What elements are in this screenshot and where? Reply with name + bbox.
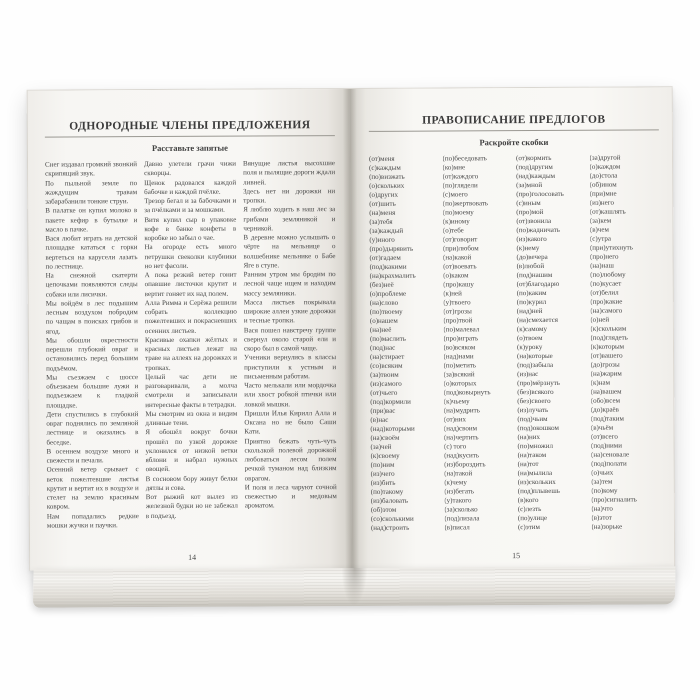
word-item: (из)него: [589, 198, 614, 207]
word-item: (по)глядели: [442, 181, 478, 190]
sentence: Мы войдём в лес подышим лесным воздухом побродим по чащам в поисках грибов и ягод.: [45, 298, 138, 336]
word-item: (над)каждым: [516, 171, 556, 181]
word-item: (обо)всем: [590, 396, 621, 405]
word-item: (с)моего: [442, 190, 468, 199]
right-page-title: ПРАВОПИСАНИЕ ПРЕДЛОГОВ: [422, 113, 606, 127]
word-item: (про)кашу: [443, 280, 474, 289]
word-item: (на)мылила: [517, 468, 553, 478]
word-item: (из)чего: [370, 469, 395, 478]
right-page: [350, 87, 676, 569]
word-item: (по)маслить: [369, 334, 406, 343]
word-item: (к)иному: [442, 217, 470, 226]
word-item: (по)кому: [591, 486, 618, 495]
sentence: В сосновом бору живут белки дятлы и сова.: [145, 474, 238, 492]
word-item: (по)улице: [517, 513, 548, 523]
word-item: (о)других: [369, 190, 398, 199]
word-item: (под)лизала: [444, 514, 480, 523]
word-item: (на)чертить: [443, 433, 479, 442]
word-item: (на)которые: [517, 351, 553, 361]
word-item: (при)вас: [370, 406, 396, 415]
word-item: (от)благодарю: [516, 279, 560, 289]
word-item: (к)чьему: [443, 397, 470, 406]
word-item: (о)ней: [590, 315, 610, 324]
word-item: (под)полати: [591, 459, 627, 468]
sentence: Снег издавал громкий звонкий скрипящий звук.: [45, 160, 138, 178]
word-item: (на)сеновале: [591, 450, 630, 459]
right-page-number: 15: [512, 551, 521, 561]
word-item: (по)визжать: [369, 172, 405, 181]
word-item: (по)курил: [516, 297, 547, 307]
sentence: В деревне можно услышать о чёрте на мельнице о волшебнике мельнике о Бабе Яге в ступе.: [243, 233, 336, 270]
right-columns: [369, 153, 661, 550]
sentence: Вянущие листья высохшие поля и пылящие дороги ждали ливней.: [243, 159, 336, 187]
word-item: (под)кормили: [370, 397, 411, 406]
word-item: (по)такому: [370, 487, 404, 496]
sentence: Трезор бегал и за бабочками и за пчёлками и за мошками.: [144, 196, 237, 215]
word-item: (по)моему: [442, 208, 474, 217]
word-item: (на)стирает: [370, 352, 405, 361]
word-item: (без)всякого: [517, 387, 554, 397]
sentence: Вот рыжий кот вылез из железной будки но не забежал в подъезд.: [145, 492, 238, 520]
word-item: (от)говорит: [442, 235, 478, 244]
sentence: И поля и леса чаруют сочной свежестью и медовым ароматом.: [244, 482, 337, 510]
word-item: (по)малевал: [443, 325, 480, 334]
word-item: (до)краёв: [590, 405, 619, 414]
word-item: (на)жарим: [590, 369, 622, 378]
word-item: (над)которыми: [370, 424, 415, 433]
right-title-rule: [369, 129, 659, 132]
sentence: Приятно бежать чуть-чуть скользкой полевой дорожкой любоваться лесом полем речкой туманом над близким оврагом.: [244, 436, 337, 483]
word-item: (у)иного: [369, 235, 395, 244]
word-item: (к)самому: [516, 324, 548, 334]
word-item: (на)вашем: [590, 387, 622, 396]
word-item: (над)ней: [516, 306, 543, 316]
word-item: (за)всякий: [443, 370, 475, 379]
sentence: Дети спустились в глубокий овраг поднялись по земляной лестнице и оказались в беседке.: [46, 409, 139, 447]
word-item: (с)иным: [516, 199, 541, 208]
word-item: (во)всяком: [443, 343, 476, 352]
word-item: (за)другой: [589, 153, 621, 162]
word-item: (на)такой: [444, 469, 473, 478]
word-item: (от)кормить: [515, 153, 552, 163]
word-item: (по)жадничать: [516, 225, 561, 235]
word-item: (к)чему: [444, 478, 467, 487]
word-item: (за)тем: [591, 477, 613, 486]
word-item: (до)вечера: [516, 252, 548, 262]
word-item: (на)тот: [517, 460, 539, 469]
word-item: (в)писал: [444, 523, 470, 532]
word-item: (о)каком: [443, 271, 469, 280]
left-page-number: 14: [188, 552, 197, 562]
word-item: (под)другим: [516, 162, 553, 172]
word-item: (на)слово: [369, 298, 399, 307]
sentence: В осеннем воздухе много и свежести и печали.: [46, 446, 139, 465]
word-item: (от)гадаем: [369, 253, 401, 262]
word-item: (об)этом: [370, 505, 397, 514]
sentence: Вася пошел навстречу группе свернул около старой ели и скоро был в самой чаще.: [243, 325, 336, 353]
word-item: (без)неё: [369, 280, 394, 289]
word-item: (к)своему: [370, 451, 400, 460]
word-item: (при)утихнуть: [589, 243, 633, 252]
open-book: [27, 86, 676, 613]
word-item: (к)ней: [443, 289, 462, 298]
word-item: (по)множил: [517, 441, 554, 451]
left-column-2: [144, 160, 238, 551]
left-page-content: [28, 89, 353, 571]
right-column-1: [369, 155, 441, 550]
word-item: (по)твоему: [369, 307, 403, 316]
word-item: (до)стола: [589, 171, 618, 180]
page-stack-edge: [33, 566, 676, 607]
word-item: (про)мёрзнуть: [517, 378, 560, 388]
word-item: (с)каждым: [369, 163, 401, 172]
right-column-3: [516, 154, 588, 549]
sentence: Вася любит играть на детской площадке кататься с горки вертеться на карусели лазать по лестнице.: [45, 234, 138, 271]
right-column-4: [589, 153, 661, 548]
word-item: (на)них: [517, 433, 540, 442]
left-column-3: [243, 159, 337, 550]
word-item: (на)неё: [369, 325, 392, 334]
sentence: Красивые охапки жёлтых и красных листьев лежат на траве на аллеях на дорожках и тропках.: [144, 335, 238, 372]
word-item: (в)кого: [517, 496, 539, 505]
word-item: (об)ином: [589, 180, 617, 189]
word-item: (ко)мне: [442, 163, 466, 172]
sentence: Пришли Илья Кирилл Алла и Оксана но не было Саши Кати.: [244, 408, 337, 436]
left-title-rule: [45, 135, 335, 138]
word-item: (над)нами: [443, 352, 474, 361]
word-item: (из)бегать: [444, 487, 475, 496]
sentence: Мы обошли окрестности перешли глубокий овраг и остановились перед большим подъёмом.: [45, 335, 139, 373]
word-item: (по)жертвовать: [442, 199, 489, 208]
right-column-2: [442, 154, 514, 549]
word-item: (из)нас: [517, 370, 539, 379]
word-item: (о)тебе: [442, 226, 464, 235]
word-item: (про)какие: [590, 297, 623, 306]
sentence: Масса листьев покрывала широкие аллеи узкие дорожки и тесные тропки.: [243, 297, 336, 325]
book-spread: [27, 86, 676, 570]
word-item: (о)проблеме: [369, 289, 407, 298]
left-page-subtitle: Расставьте запятые: [151, 142, 228, 154]
word-item: (к)нему: [516, 244, 540, 253]
word-item: (на)меня: [369, 208, 396, 217]
sentence: Ученики вернулись в классы приступили к устным и письменным работам.: [244, 353, 337, 381]
sentence: На снежной скатерти цепочками появляются следы собаки или лисички.: [45, 271, 138, 299]
sentence: Давно улетели грачи чижи скворцы.: [144, 159, 237, 178]
sentence: Мы съезжаем с шоссе объезжаем большие лужи и подъезжаем к гладкой площадке.: [46, 372, 139, 410]
word-item: (про)сигналить: [591, 495, 637, 504]
word-item: (к)нам: [590, 378, 611, 387]
word-item: (про)мой: [516, 207, 544, 217]
word-item: (за)чей: [370, 442, 392, 451]
word-item: (на)зорьке: [591, 522, 623, 531]
word-item: (из)скольких: [517, 477, 556, 487]
word-item: (о)чьих: [591, 468, 614, 477]
word-item: (в)нас: [370, 415, 389, 424]
word-item: (на)своём: [370, 433, 400, 442]
word-item: (за)тебя: [369, 217, 393, 226]
word-item: (у)твоего: [443, 298, 471, 307]
sentence: Я обошёл вокруг бочки прошёл по узкой дорожке уклонился от низкой ветки яблони и набрал нужных овощей.: [145, 427, 238, 474]
sentence: Нам попадались редкие мошки жучки и паучки.: [46, 511, 139, 530]
word-item: (под)ними: [590, 441, 622, 450]
left-columns: [45, 159, 337, 552]
word-item: (в)этот: [591, 513, 612, 522]
word-item: (за)кем: [589, 216, 612, 225]
word-item: (от)вашего: [590, 351, 623, 360]
sentence: Ранним утром мы бродим по лесной чаще ищем и находим массу земляники.: [243, 270, 336, 298]
word-item: (под)глядеть: [590, 333, 628, 342]
word-item: (из)бороздить: [444, 460, 486, 469]
word-item: (у)такого: [444, 496, 472, 505]
word-item: (под)окошком: [517, 423, 559, 433]
word-item: (от)белил: [590, 288, 619, 297]
word-item: (над)строить: [370, 523, 410, 532]
sentence: В палатке он купил молоко в пакете кефир в бутылке и масло в пачке.: [45, 206, 138, 234]
word-item: (на)какой: [442, 253, 472, 262]
word-item: (по)ним: [370, 460, 395, 469]
word-item: (над)своим: [443, 424, 478, 433]
word-item: (с)этим: [517, 523, 540, 532]
sentence: Осенний ветер срывает с веток пожелтевшие листья крутит и вертит их в воздухе и стелет на землю красивым ковром.: [46, 465, 139, 511]
word-item: (без)своего: [517, 396, 551, 406]
word-item: (при)мне: [589, 189, 617, 198]
sentence: Часто мелькали или мордочка или хвост робкой птички или ловкой мышки.: [244, 381, 337, 409]
word-item: (по)метить: [443, 361, 477, 370]
word-item: (на)мудрить: [443, 406, 480, 415]
word-item: (с)утра: [589, 234, 611, 243]
word-item: (от)меня: [368, 154, 395, 163]
word-item: (из)баловать: [370, 496, 409, 505]
sentence: По пыльной земле по жаждущим травам забарабанили тонкие струи.: [45, 178, 138, 206]
word-item: (под)ковырнуть: [443, 388, 491, 397]
word-item: (на)смехается: [516, 315, 559, 325]
word-item: (за)твоим: [370, 370, 399, 379]
left-page: [27, 89, 353, 571]
word-item: (над)кусить: [444, 451, 480, 460]
word-item: (от)каждого: [442, 172, 479, 181]
word-item: (под)забыла: [517, 360, 554, 370]
word-item: (за)сколько: [444, 505, 478, 514]
sentence: Щенок радовался каждой бабочке и каждой пчёлке.: [144, 178, 237, 196]
sentence: Здесь нет ни дорожки ни тропки.: [243, 186, 336, 205]
word-item: (при)любом: [442, 244, 479, 253]
sentence: А пока резкий ветер гонит опавшие листочки крутит и вертит гоняет их над полем.: [144, 270, 237, 298]
word-item: (от)грозы: [443, 307, 472, 316]
word-item: (по)каким: [516, 288, 547, 298]
word-item: (из)лучать: [517, 405, 549, 415]
sentence: Витя купил сыр в упаковке кофе в банке конфеты в коробке но забыл о чае.: [144, 215, 237, 243]
word-item: (на)что: [591, 504, 613, 513]
word-item: (на)крахмалить: [369, 271, 416, 280]
word-item: (из)самого: [370, 379, 402, 388]
word-item: (про)играть: [443, 334, 479, 343]
word-item: (от)шить: [369, 199, 396, 208]
word-item: (про)него: [589, 252, 619, 261]
word-item: (от)чьего: [370, 388, 398, 397]
word-item: (к)уроку: [516, 342, 543, 352]
word-item: (на)наш: [590, 261, 614, 270]
word-item: (по)кусает: [590, 279, 622, 288]
right-page-subtitle: Раскройте скобки: [479, 136, 549, 148]
sentence: Мы смотрим из окна и видим длинные тени.: [145, 409, 238, 428]
word-item: (о)скольких: [369, 181, 405, 190]
word-item: (в)любой: [516, 261, 545, 271]
word-item: (про)дырявить: [369, 244, 414, 253]
sentence: Целый час дети не разговаривали, а молча смотрели и записывали интересные факты в тетрадки.: [145, 372, 238, 409]
word-item: (о)нашем: [369, 316, 398, 325]
word-item: (в)чем: [589, 225, 609, 234]
word-item: (от)звонила: [516, 216, 552, 226]
word-item: (под)таким: [590, 414, 624, 423]
word-item: (из)бить: [370, 478, 396, 487]
word-item: (под)нас: [369, 343, 396, 352]
word-item: (к)скольким: [590, 324, 627, 333]
left-column-1: [45, 160, 139, 551]
word-item: (за)каждый: [369, 226, 404, 235]
word-item: (на)таком: [517, 450, 547, 460]
word-item: (под)чьим: [517, 414, 548, 424]
word-item: (от)всего: [590, 432, 618, 441]
word-item: (о)каждом: [589, 162, 621, 171]
word-item: (к)которым: [590, 342, 625, 351]
sentence: На огороде есть много петрушки свеколки клубники но нет фасоли.: [144, 242, 237, 270]
word-item: (со)сколькими: [370, 514, 414, 523]
word-item: (по)любому: [590, 270, 626, 279]
sentence: Я люблю ходить в наш лес за грибами земляникой и черникой.: [243, 205, 336, 233]
word-item: (в)чьём: [590, 423, 614, 432]
word-item: (за)мной: [516, 180, 543, 190]
word-item: (на)самого: [590, 306, 623, 315]
word-item: (до)грозы: [590, 360, 620, 369]
word-item: (с) того: [443, 442, 467, 451]
word-item: (под)плывешь: [517, 486, 560, 496]
word-item: (по)беседовать: [442, 154, 487, 163]
word-item: (от)кашлять: [589, 207, 626, 216]
word-item: (о)твоем: [516, 333, 543, 343]
right-page-content: [350, 87, 675, 569]
left-page-title: ОДНОРОДНЫЕ ЧЛЕНЫ ПРЕДЛОЖЕНИЯ: [69, 119, 311, 133]
word-item: (от)воевать: [443, 262, 477, 271]
word-item: (под)какими: [369, 262, 407, 271]
sentence: Алла Римма и Серёжа решили собрать коллекцию пожелтевших и покрасневших осенних листьев.: [144, 298, 237, 335]
word-item: (про)твой: [443, 316, 473, 325]
word-item: (с)лезть: [517, 505, 542, 514]
word-item: (от)них: [443, 415, 467, 424]
word-item: (под)нашим: [516, 270, 553, 280]
word-item: (про)голосовать: [516, 189, 564, 199]
page-stack-gutter-shadow: [341, 568, 368, 606]
word-item: (из)какого: [516, 234, 547, 244]
word-item: (о)которых: [443, 379, 477, 388]
word-item: (со)всяким: [370, 361, 403, 370]
